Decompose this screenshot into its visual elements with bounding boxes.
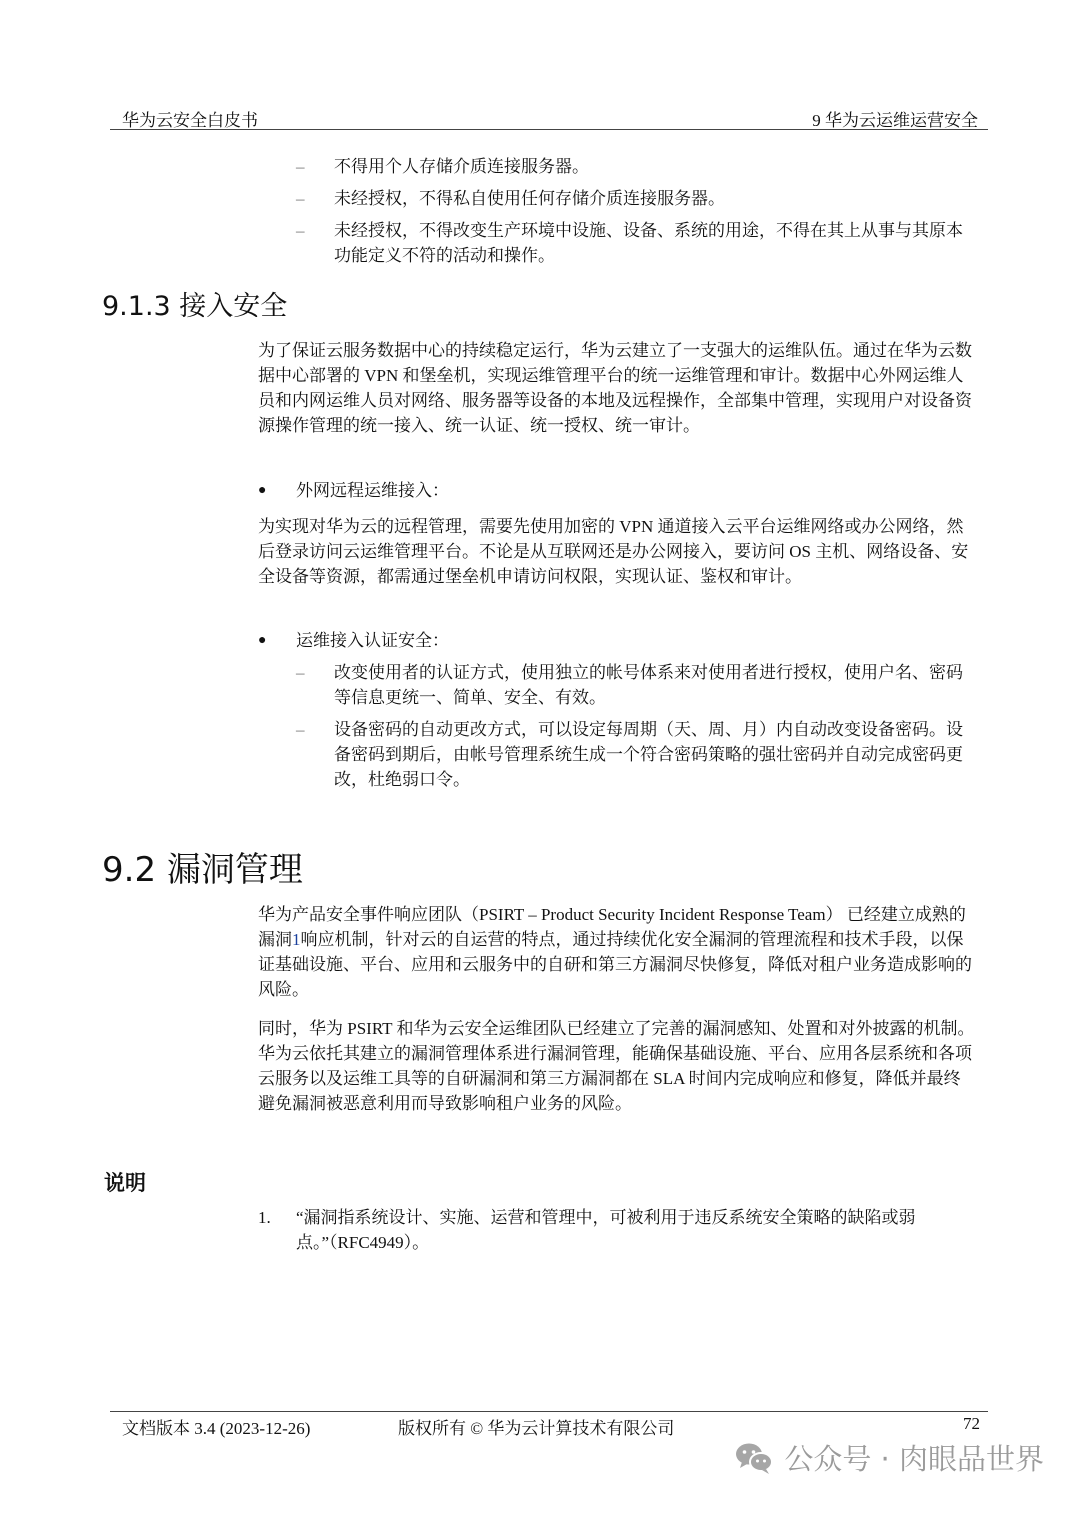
dash-item-text: 未经授权，不得改变生产环境中设施、设备、系统的用途，不得在其上从事与其原本功能定义不符的活动和操作。 [334,221,963,265]
dash-item-text: 改变使用者的认证方式，使用独立的帐号体系来对使用者进行授权，使用户名、密码等信息更统一、简单、安全、有效。 [334,663,963,707]
dash-list-item [296,660,976,710]
note-item-number: 1. [258,1208,271,1227]
paragraph-text: 华为产品安全事件响应团队（PSIRT – Product Security Incident Response Team） 已经建立成熟的漏洞 [258,905,966,949]
header-chapter-title: 9 华为云运维运营安全 [812,111,978,130]
footnote-ref-link[interactable]: 1 [292,930,301,949]
note-item-text: “漏洞指系统设计、实施、运营和管理中，可被利用于违反系统安全策略的缺陷或弱点。”（RFC4949）。 [296,1208,916,1252]
dash-marker: – [296,720,305,739]
dash-marker: – [296,663,305,682]
paragraph-vuln-process: 同时，华为 PSIRT 和华为云安全运维团队已经建立了完善的漏洞感知、处置和对外披露的机制。华为云依托其建立的漏洞管理体系进行漏洞管理，能确保基础设施、平台、应用各层系统和各项云服务以及运维工具等的自研漏洞和第三方漏洞都在 SLA 时间内完成响应和修复，降低并最终避免漏洞被恶意利用而导致影响租户业务的风险。 [258,1019,975,1113]
header-doc-title: 华为云安全白皮书 [122,111,258,130]
wechat-icon [734,1441,774,1475]
dash-marker: – [296,221,305,240]
paragraph-access-intro: 为了保证云服务数据中心的持续稳定运行，华为云建立了一支强大的运维队伍。通过在华为云数据中心部署的 VPN 和堡垒机，实现运维管理平台的统一运维管理和审计。数据中心外网运维人员和内网运维人员对网络、服务器等设备的本地及远程操作，全部集中管理，实现用户对设备资源操作管理的统一接入、统一认证、统一授权、统一审计。 [258,341,972,435]
dash-marker: – [296,157,305,176]
paragraph-text: 响应机制，针对云的自运营的特点，通过持续优化安全漏洞的管理流程和技术手段，以保证基础设施、平台、应用和云服务中的自研和第三方漏洞尽快修复，降低对租户业务造成影响的风险。 [258,930,972,999]
dash-item-text: 不得用个人存储介质连接服务器。 [334,157,589,176]
watermark-text: 公众号 · 肉眼品世界 [784,1442,1044,1476]
bullet-label: 运维接入认证安全： [296,631,449,650]
watermark [734,1437,1044,1478]
note-title: 说明 [104,1171,146,1195]
bullet-item [258,628,976,653]
dash-list-item [296,186,976,211]
bullet-label: 外网远程运维接入： [296,481,449,500]
footer-copyright: 版权所有 © 华为云计算技术有限公司 [398,1419,675,1438]
section-heading-9-1-3: 9.1.3 接入安全 [102,291,288,322]
dash-list-item [296,154,976,179]
dash-list-item [296,218,976,268]
paragraph-vuln-intro [258,902,976,1002]
dash-item-text: 未经授权，不得私自使用任何存储介质连接服务器。 [334,189,725,208]
footer-divider [110,1411,988,1412]
paragraph-remote-access: 为实现对华为云的远程管理，需要先使用加密的 VPN 通道接入云平台运维网络或办公网络，然后登录访问云运维管理平台。不论是从互联网还是办公网接入，要访问 OS 主机、网络设备、安全设备等资源，都需通过堡垒机申请访问权限，实现认证、鉴权和审计。 [258,517,969,586]
dash-item-text: 设备密码的自动更改方式，可以设定每周期（天、周、月）内自动改变设备密码。设备密码到期后，由帐号管理系统生成一个符合密码策略的强壮密码并自动完成密码更改，杜绝弱口令。 [334,720,963,789]
footer-doc-version: 文档版本 3.4 (2023-12-26) [122,1419,311,1438]
note-list-item [258,1205,976,1255]
bullet-item [258,478,976,503]
header-divider [110,129,988,130]
dash-list-item [296,717,976,792]
bullet-dot-icon: ● [258,633,267,648]
footer-page-number: 72 [963,1414,980,1433]
dash-marker: – [296,189,305,208]
section-heading-9-2: 9.2 漏洞管理 [102,850,303,890]
bullet-dot-icon: ● [258,483,267,498]
